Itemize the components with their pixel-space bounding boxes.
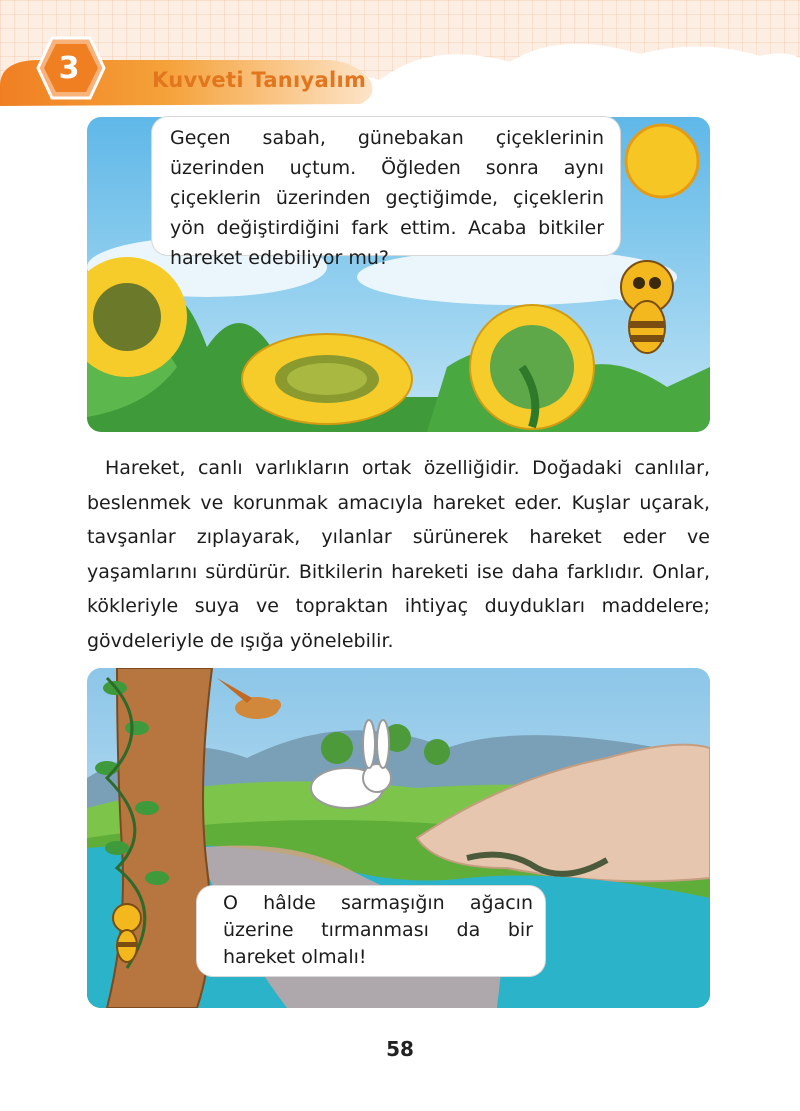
bee-speech-bubble-top bbox=[152, 117, 620, 269]
chapter-title: Kuvveti Tanıyalım bbox=[152, 68, 367, 92]
speech-text-bottom: O hâlde sarmaşığın ağacın üzerine tırmanması da bir hareket olmalı! bbox=[223, 892, 533, 968]
bee-speech-bubble-bottom bbox=[197, 886, 545, 976]
header-background bbox=[0, 0, 800, 110]
body-paragraph: Hareket, canlı varlıkların ortak özelliğidir. Doğadaki canlılar, beslenmek ve korunmak amacıyla hareket eder. Kuşlar uçarak, tavşanlar zıplayarak, yılanlar sürünerek hareket eder ve yaşamlarını sürdürür. Bitkilerin hareketi ise daha farklıdır. Onlar, kökleriyle suya ve topraktan ihtiyaç duydukları maddelere; gövdeleriyle de ışığa yönelebilir. bbox=[87, 457, 710, 652]
unit-number-badge: 3 bbox=[58, 50, 80, 86]
speech-text-top: Geçen sabah, günebakan çiçeklerinin üzerinden uçtum. Öğleden sonra aynı çiçeklerin üzerinden geçtiğimde, çiçeklerin yön değiştirdiğini fark ettim. Acaba bitkiler hareket edebiliyor mu? bbox=[170, 127, 604, 269]
page-number: 58 bbox=[386, 1037, 414, 1061]
page-header bbox=[0, 0, 800, 110]
